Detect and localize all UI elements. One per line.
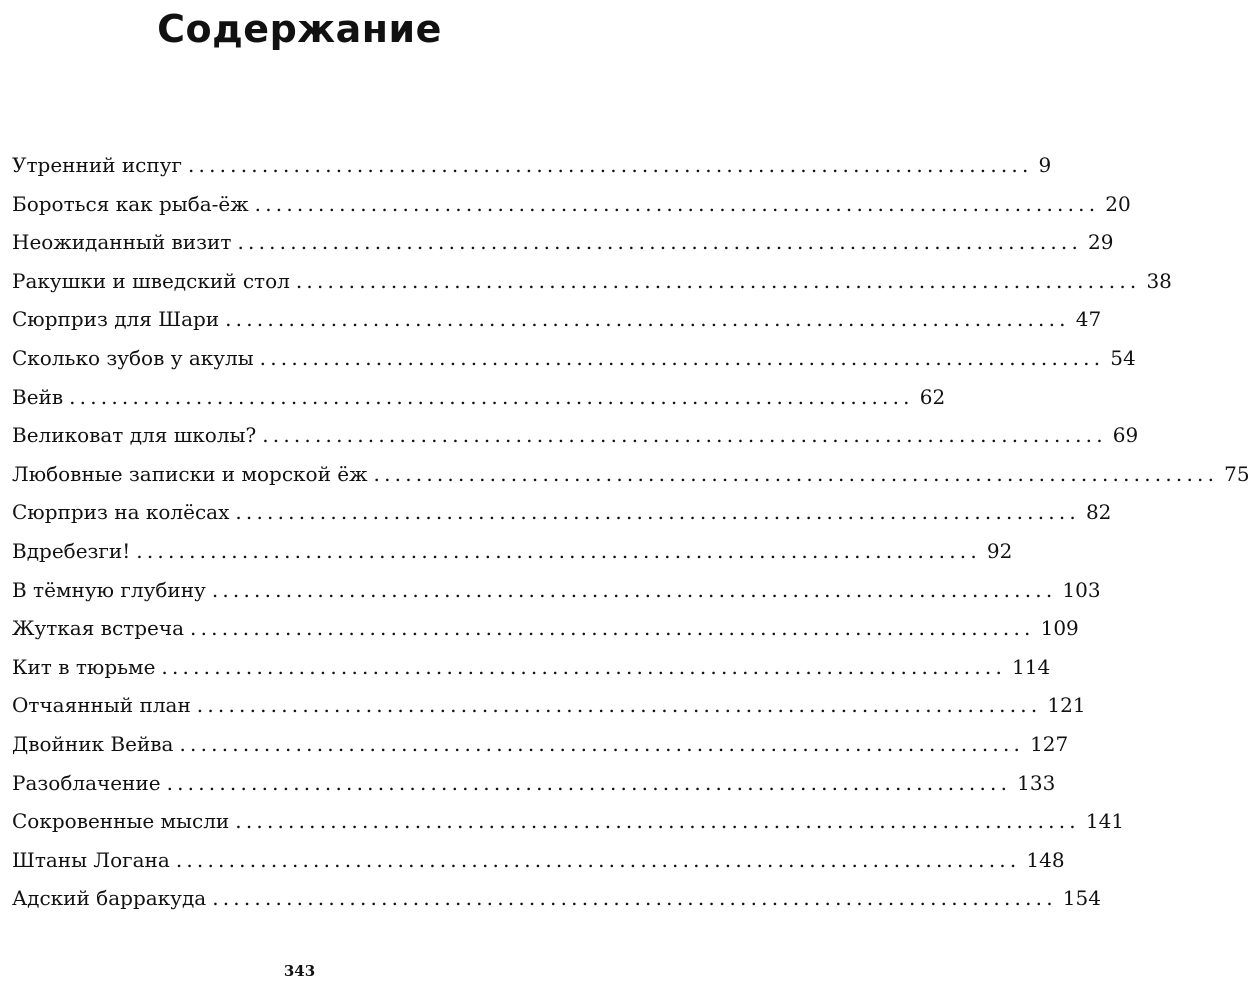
toc-entry: [12, 230, 1114, 269]
toc-entry: [12, 731, 1069, 771]
page-title: Содержание: [157, 7, 442, 51]
dot-leader: ................................................................................: [187, 153, 1033, 177]
dot-leader: ................................................................................: [237, 230, 1083, 255]
toc-entry: [12, 461, 1250, 501]
dot-leader: ................................................................................: [254, 191, 1100, 216]
dot-leader: ................................................................................: [295, 268, 1141, 293]
toc-entry: [12, 307, 1102, 346]
toc-entry-title: Сокровенные мысли: [12, 809, 230, 834]
toc-entry-title: Сюрприз для Шари: [12, 307, 220, 332]
toc-entry-title: Любовные записки и морской ёж: [12, 461, 368, 486]
toc-entry-page: 121: [1047, 693, 1086, 718]
toc-entry: [12, 886, 1101, 925]
toc-entry-page: 92: [986, 538, 1013, 563]
toc-entry-title: Сюрприз на колёсах: [12, 500, 230, 525]
table-of-contents: [12, 153, 1250, 925]
dot-leader: ................................................................................: [212, 886, 1057, 911]
dot-leader: ................................................................................: [166, 770, 1012, 795]
toc-entry: [12, 268, 1172, 308]
dot-leader: ................................................................................: [175, 847, 1021, 872]
toc-entry: [12, 500, 1112, 539]
toc-entry-title: Двойник Вейва: [12, 731, 174, 756]
toc-entry-title: Утренний испуг: [12, 153, 182, 177]
toc-entry-page: 148: [1026, 847, 1065, 872]
dot-leader: ................................................................................: [179, 731, 1025, 756]
dot-leader: ................................................................................: [211, 577, 1057, 602]
toc-entry-title: Жуткая встреча: [12, 616, 185, 641]
toc-entry-title: В тёмную глубину: [12, 577, 206, 602]
toc-entry-page: 114: [1012, 654, 1051, 679]
toc-entry-page: 9: [1038, 153, 1052, 177]
dot-leader: ................................................................................: [235, 500, 1080, 525]
toc-entry: [12, 654, 1051, 694]
toc-entry: [12, 616, 1079, 655]
toc-entry: [12, 770, 1056, 810]
toc-entry-page: 75: [1224, 461, 1250, 486]
toc-entry: [12, 345, 1136, 385]
toc-entry: [12, 809, 1125, 848]
toc-entry-page: 47: [1075, 307, 1102, 332]
toc-entry-page: 103: [1062, 577, 1101, 602]
toc-entry: [12, 693, 1086, 732]
toc-entry-title: Вейв: [12, 384, 64, 409]
toc-entry-page: 62: [919, 384, 946, 409]
dot-leader: ................................................................................: [190, 616, 1035, 641]
toc-entry-title: Адский барракуда: [12, 886, 207, 911]
dot-leader: ................................................................................: [225, 307, 1070, 332]
toc-entry-page: 133: [1017, 770, 1056, 795]
toc-entry-page: 109: [1040, 616, 1079, 641]
page-number: 343: [283, 962, 316, 980]
toc-entry: [12, 384, 946, 424]
toc-entry-page: 38: [1146, 268, 1172, 293]
toc-entry-title: Неожиданный визит: [12, 230, 232, 255]
toc-entry-page: 154: [1062, 886, 1101, 911]
dot-leader: ................................................................................: [262, 423, 1107, 448]
toc-entry: [12, 423, 1139, 462]
dot-leader: ................................................................................: [196, 693, 1042, 718]
toc-entry-page: 69: [1112, 423, 1139, 448]
toc-entry: [12, 538, 1013, 578]
toc-entry: [12, 847, 1065, 887]
dot-leader: ................................................................................: [136, 538, 981, 563]
toc-entry-title: Сколько зубов у акулы: [12, 345, 254, 370]
toc-entry-page: 82: [1085, 500, 1112, 525]
toc-entry: [12, 191, 1131, 231]
toc-entry-title: Бороться как рыба-ёж: [12, 191, 249, 216]
toc-entry-page: 54: [1110, 345, 1136, 370]
dot-leader: ................................................................................: [259, 345, 1105, 370]
toc-entry-page: 127: [1030, 731, 1069, 756]
dot-leader: ................................................................................: [69, 384, 914, 409]
toc-entry-title: Отчаянный план: [12, 693, 191, 718]
toc-entry-title: Штаны Логана: [12, 847, 170, 872]
dot-leader: ................................................................................: [161, 654, 1007, 679]
toc-entry-page: 29: [1088, 230, 1114, 255]
toc-entry-page: 141: [1085, 809, 1125, 834]
toc-entry-title: Великоват для школы?: [12, 423, 257, 448]
toc-entry-title: Ракушки и шведский стол: [12, 268, 290, 293]
toc-entry-page: 20: [1105, 191, 1131, 216]
dot-leader: ................................................................................: [235, 809, 1080, 834]
toc-entry-title: Разоблачение: [12, 770, 161, 795]
dot-leader: ................................................................................: [373, 461, 1219, 486]
toc-entry-title: Вдребезги!: [12, 538, 131, 563]
toc-entry-title: Кит в тюрьме: [12, 654, 156, 679]
toc-entry: [12, 577, 1101, 617]
toc-entry: [12, 153, 1052, 192]
